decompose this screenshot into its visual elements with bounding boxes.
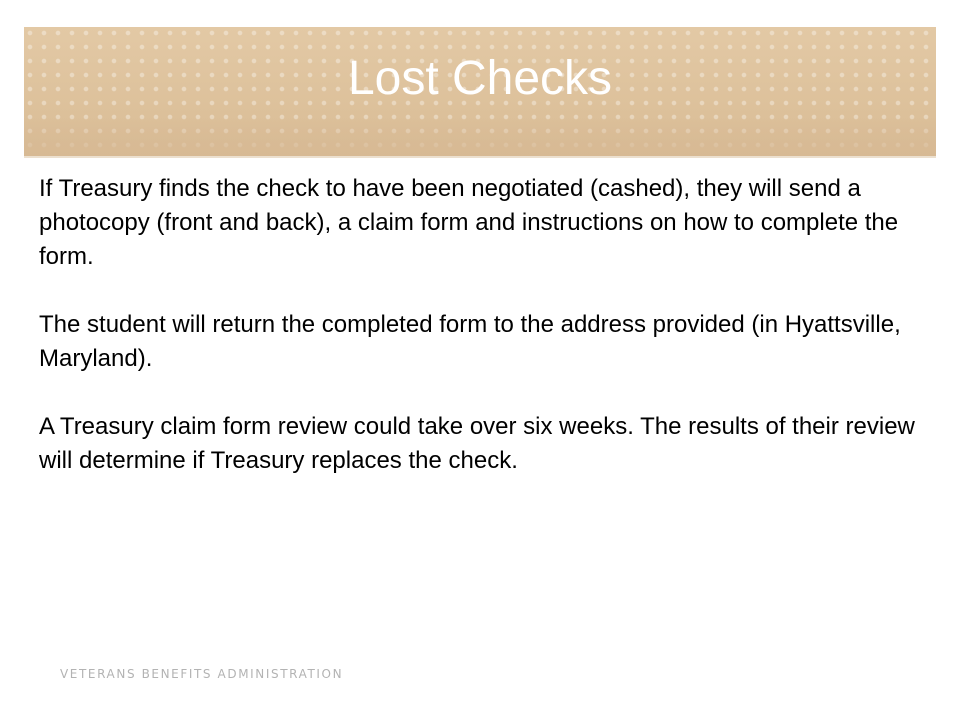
paragraph-return-form: The student will return the completed form to the address provided (in Hyattsville, Maryland).: [39, 311, 901, 372]
slide-body: [39, 172, 919, 512]
paragraph-negotiated-check: If Treasury finds the check to have been negotiated (cashed), they will send a photocopy (front and back), a claim form and instructions on how to complete the form.: [39, 175, 899, 270]
header-banner: [24, 27, 936, 158]
paragraph-review-time: A Treasury claim form review could take over six weeks. The results of their review will determine if Treasury replaces the check.: [39, 413, 915, 474]
banner-fade: [24, 116, 936, 156]
footer-label: VETERANS BENEFITS ADMINISTRATION: [60, 667, 344, 681]
slide-title: Lost Checks: [347, 52, 613, 105]
